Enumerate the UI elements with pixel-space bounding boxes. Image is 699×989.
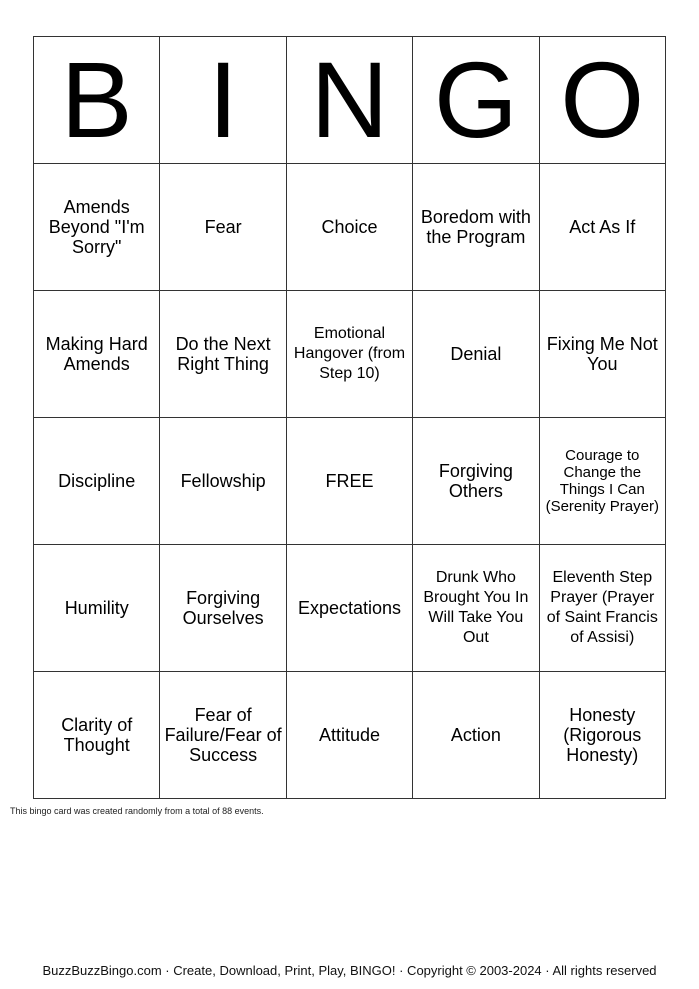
bingo-cell: Choice xyxy=(286,164,412,291)
bingo-cell: Amends Beyond "I'm Sorry" xyxy=(34,164,160,291)
bingo-cell: Making Hard Amends xyxy=(34,291,160,418)
bingo-cell: Fear of Failure/Fear of Success xyxy=(160,672,286,799)
bingo-cell: Humility xyxy=(34,545,160,672)
bingo-cell: Eleventh Step Prayer (Prayer of Saint Francis of Assisi) xyxy=(539,545,665,672)
bingo-cell: Forgiving Ourselves xyxy=(160,545,286,672)
bingo-cell: Clarity of Thought xyxy=(34,672,160,799)
bingo-row-3 xyxy=(34,418,666,545)
bingo-header-row xyxy=(34,37,666,164)
header-letter-g: G xyxy=(413,37,539,164)
card-note: This bingo card was created randomly from a total of 88 events. xyxy=(10,806,264,816)
bingo-cell: Expectations xyxy=(286,545,412,672)
header-letter-b: B xyxy=(34,37,160,164)
bingo-cell: Discipline xyxy=(34,418,160,545)
bingo-cell: Honesty (Rigorous Honesty) xyxy=(539,672,665,799)
bingo-cell: Emotional Hangover (from Step 10) xyxy=(286,291,412,418)
header-letter-n: N xyxy=(286,37,412,164)
bingo-card xyxy=(33,36,666,799)
bingo-cell: Boredom with the Program xyxy=(413,164,539,291)
bingo-cell: Forgiving Others xyxy=(413,418,539,545)
bingo-cell: Fellowship xyxy=(160,418,286,545)
free-space-cell: FREE xyxy=(286,418,412,545)
bingo-cell: Do the Next Right Thing xyxy=(160,291,286,418)
header-letter-i: I xyxy=(160,37,286,164)
bingo-row-2 xyxy=(34,291,666,418)
bingo-cell: Act As If xyxy=(539,164,665,291)
bingo-cell: Fear xyxy=(160,164,286,291)
bingo-row-4 xyxy=(34,545,666,672)
bingo-cell: Courage to Change the Things I Can (Serenity Prayer) xyxy=(539,418,665,545)
bingo-cell: Drunk Who Brought You In Will Take You Out xyxy=(413,545,539,672)
bingo-row-5 xyxy=(34,672,666,799)
header-letter-o: O xyxy=(539,37,665,164)
page-footer: BuzzBuzzBingo.com · Create, Download, Print, Play, BINGO! · Copyright © 2003-2024 · All rights reserved xyxy=(42,963,657,978)
bingo-cell: Action xyxy=(413,672,539,799)
bingo-cell: Denial xyxy=(413,291,539,418)
bingo-cell: Attitude xyxy=(286,672,412,799)
bingo-cell: Fixing Me Not You xyxy=(539,291,665,418)
bingo-row-1 xyxy=(34,164,666,291)
